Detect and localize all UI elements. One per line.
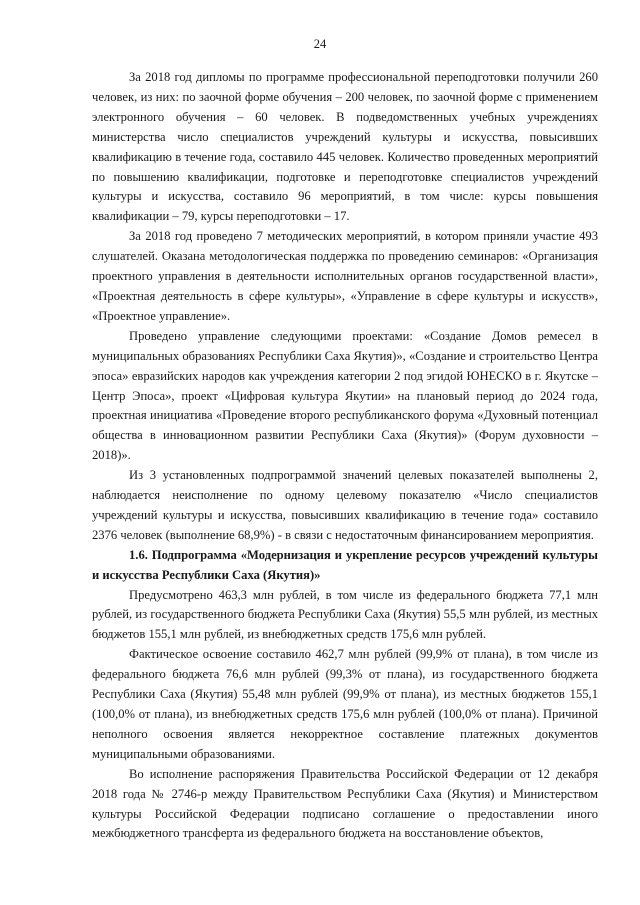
section-heading: 1.6. Подпрограмма «Модернизация и укрепление ресурсов учреждений культуры и искусства Республики Саха (Якутия)» — [92, 547, 598, 582]
page-number: 24 — [313, 37, 327, 51]
paragraph-retraining-diplomas: За 2018 год дипломы по программе профессиональной переподготовки получили 260 человек, из них: по заочной форме обучения – 200 человек, по заочной форме с применением электронного обучения – 60 человек. В подведомственных учебных учреждениях министерства число специалистов учреждений культуры и искусства, повысивших квалификацию в течение года, составило 445 человек. Количество проведенных мероприятий по повышению квалификации, подготовке и переподготовке специалистов учреждений культуры и искусства, составило 96 мероприятий, в том числе: курсы повышения квалификации – 79, курсы переподготовки – 17. — [92, 70, 598, 224]
paragraph-funding-planned: Предусмотрено 463,3 млн рублей, в том числе из федерального бюджета 77,1 млн рублей, из государственного бюджета Республики Саха (Якутия) 55,5 млн рублей, из местных бюджетов 155,1 млн рублей, из внебюджетных средств 175,6 млн рублей. — [92, 587, 598, 642]
document-body — [92, 68, 598, 844]
paragraph-methodical-events: За 2018 год проведено 7 методических мероприятий, в котором приняли участие 493 слушателей. Оказана методологическая поддержка по проведению семинаров: «Организация проектного управления в деятельности исполнительных органов государственной власти», «Проектная деятельность в сфере культуры», «Управление в сфере культуры и искусств», «Проектное управление». — [92, 229, 598, 323]
paragraph-target-indicators: Из 3 установленных подпрограммой значений целевых показателей выполнены 2, наблюдается неисполнение по одному целевому показателю «Число специалистов учреждений культуры и искусства, повысивших квалификацию в течение года» составило 2376 человек (выполнение 68,9%) - в связи с недостаточным финансированием мероприятия. — [92, 468, 598, 542]
paragraph-agreement: Во исполнение распоряжения Правительства Российской Федерации от 12 декабря 2018 года № 2746-р между Правительством Республики Саха (Якутия) и Министерством культуры Российской Федерации подписано соглашение о предоставлении иного межбюджетного трансферта из федерального бюджета на восстановление объектов, — [92, 766, 598, 841]
paragraph-funding-actual: Фактическое освоение составило 462,7 млн рублей (99,9% от плана), в том числе из федерального бюджета 76,6 млн рублей (99,3% от плана), из государственного бюджета Республики Саха (Якутия) 55,48 млн рублей (99,9% от плана), из местных бюджетов 155,1 (100,0% от плана), из внебюджетных средств 175,6 млн рублей (100,0% от плана). Причиной неполного освоения является некорректное составление платежных документов муниципальными образованиями. — [92, 647, 598, 761]
paragraph-projects: Проведено управление следующими проектами: «Создание Домов ремесел в муниципальных образованиях Республики Саха Якутия)», «Создание и строительство Центра эпоса» евразийских народов как учреждения категории 2 под эгидой ЮНЕСКО в г. Якутске – Центр Эпоса», проект «Цифровая культура Якутии» на плановый период до 2024 года, проектная инициатива «Проведение второго республиканского форума «Духовный потенциал общества в инновационном развитии Республики Саха (Якутия)» (Форум духовности – 2018)». — [92, 328, 598, 463]
